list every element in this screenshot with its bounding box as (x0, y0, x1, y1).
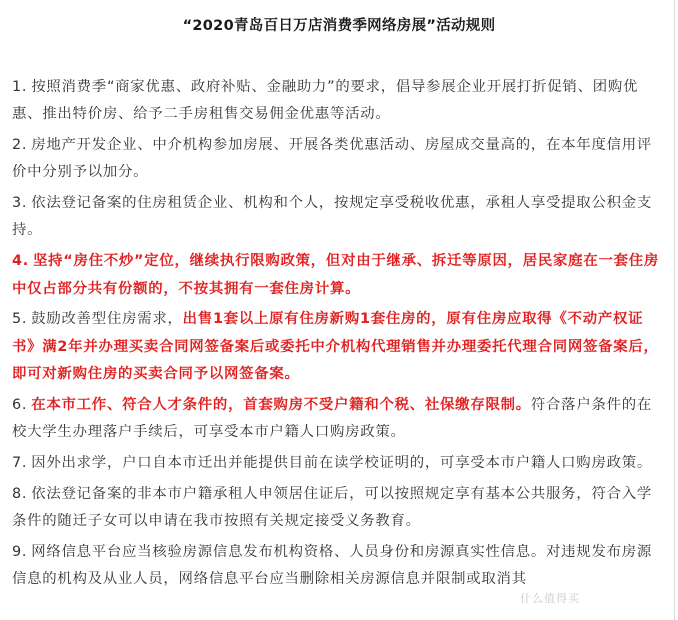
rule-number: 7. (12, 454, 28, 471)
rule-text: 按照消费季“商家优惠、政府补贴、金融助力”的要求，倡导参展企业开展打折促销、团购优惠、推出特价房、给予二手房租售交易佣金优惠等活动。 (12, 79, 639, 123)
rule-number: 9. (12, 543, 28, 560)
rule-number: 5. (12, 311, 28, 328)
rule-text: 网络信息平台应当核验房源信息发布机构资格、人员身份和房源真实性信息。对违规发布房源信息的机构及从业人员，网络信息平台应当删除相关房源信息并限制或取消其 (12, 543, 653, 588)
rule-number: 6. (12, 396, 28, 413)
rule-number: 1. (12, 79, 28, 95)
rule-text: 鼓励改善型住房需求， (31, 311, 183, 328)
rule-text: 因外出求学，户口自本市迁出并能提供目前在读学校证明的，可享受本市户籍人口购房政策。 (31, 454, 653, 471)
rule-text: 房地产开发企业、中介机构参加房展、开展各类优惠活动、房屋成交量高的，在本年度信用评价中分别予以加分。 (12, 137, 653, 181)
rule-item (12, 481, 664, 536)
rule-text: 依法登记备案的非本市户籍承租人申领居住证后，可以按照规定享有基本公共服务，符合入学条件的随迁子女可以申请在我市按照有关规定接受义务教育。 (12, 485, 653, 529)
rule-item (12, 74, 664, 129)
rule-text: 依法登记备案的住房租赁企业、机构和个人，按规定享受税收优惠，承租人享受提取公积金支持。 (12, 195, 653, 239)
rule-number: 3. (12, 195, 28, 212)
rule-text: 符合落户条件的在校大学生办理落户手续后，可享受本市户籍人口购房政策。 (12, 396, 653, 441)
rule-highlight-text: 在本市工作、符合人才条件的，首套购房不受户籍和个税、社保缴存限制。 (31, 396, 531, 413)
rule-item (12, 248, 664, 303)
rule-item (12, 450, 664, 477)
watermark: 什么值得买 (520, 592, 580, 605)
rule-highlight-text: 坚持“房住不炒”定位，继续执行限购政策，但对由于继承、拆迁等原因，居民家庭在一套住房中仅占部分共有份额的，不按其拥有一套住房计算。 (12, 253, 660, 297)
rule-number: 8. (12, 485, 28, 502)
rule-item (12, 539, 664, 594)
rule-item (12, 306, 664, 388)
document-title: “2020青岛百日万店消费季网络房展”活动规则 (182, 18, 496, 34)
rule-item (12, 190, 664, 245)
rule-number: 2. (12, 137, 28, 154)
rule-number: 4. (12, 253, 29, 270)
rule-item (12, 132, 664, 187)
rules-list (12, 74, 664, 597)
rule-item (12, 392, 664, 447)
rule-highlight-text: 出售1套以上原有住房新购1套住房的，原有住房应取得《不动产权证书》满2年并办理买卖合同网签备案后或委托中介机构代理销售并办理委托代理合同网签备案后，即可对新购住房的买卖合同予以网签备案。 (12, 311, 659, 382)
page-edge-divider (674, 0, 675, 620)
